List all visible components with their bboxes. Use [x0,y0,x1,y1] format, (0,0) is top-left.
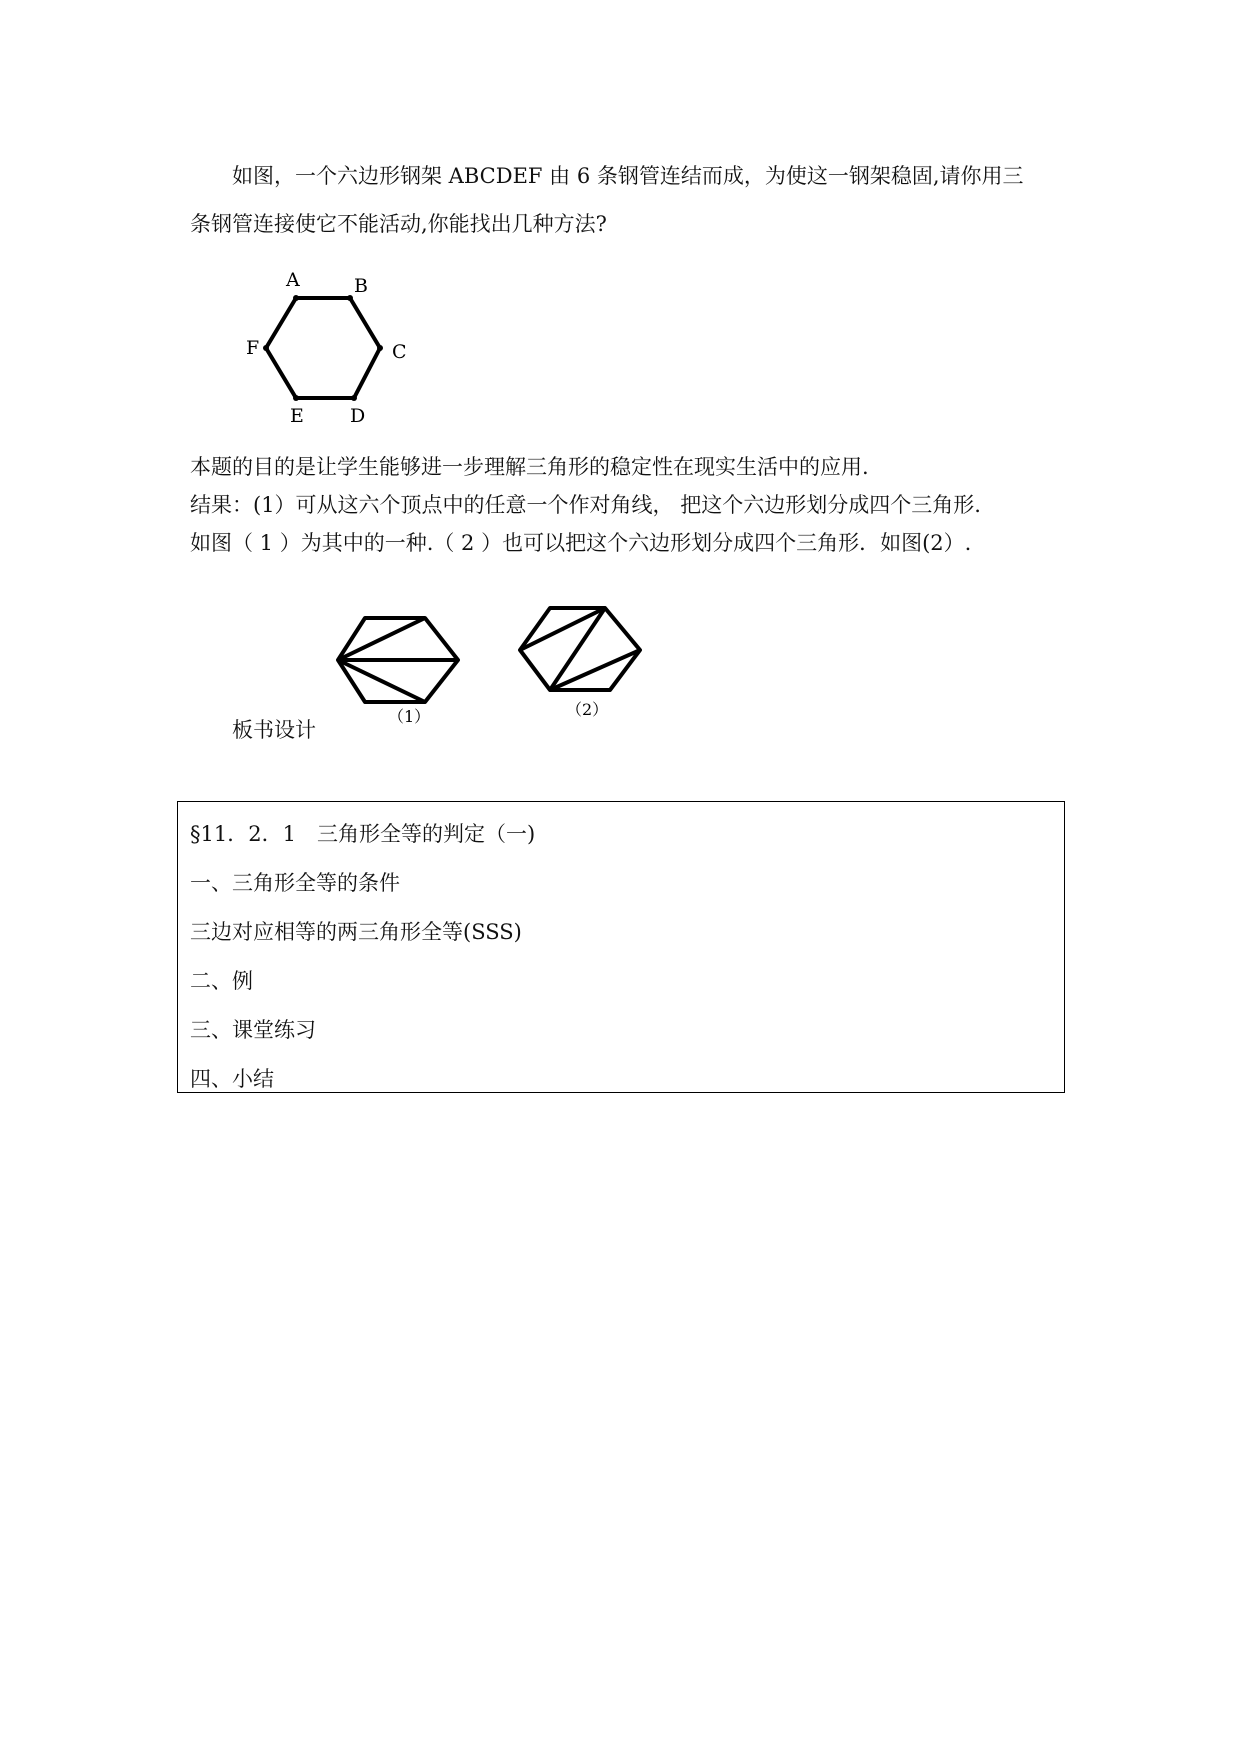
vertex-label-c: C [392,341,407,363]
figure-1-caption: （1） [388,707,431,725]
problem-line: 如图，一个六边形钢架 ABCDEF 由 6 条钢管连结而成，为使这一钢架稳固,请你用三 [232,164,1024,188]
board-design-box [177,801,1065,1093]
triangulation-figure-1 [338,618,458,702]
explanation-line: 如图（ 1 ）为其中的一种.（ 2 ）也可以把这个六边形划分成四个三角形．如图(2）. [190,531,972,555]
board-section-4: 四、小结 [190,1067,274,1091]
board-section-3: 三、课堂练习 [190,1018,316,1042]
figure-2-caption: （2） [566,700,609,719]
board-title: §11．2．1 三角形全等的判定（一) [190,822,536,846]
problem-line: 条钢管连接使它不能活动,你能找出几种方法? [190,212,607,236]
vertex-label-f: F [246,337,260,359]
hexagon-abcdef-figure [240,262,410,432]
explanation-line: 本题的目的是让学生能够进一步理解三角形的稳定性在现实生活中的应用. [190,455,869,479]
vertex-label-d: D [350,405,366,427]
hexagon-shape [266,298,380,398]
problem-paragraph [190,152,1070,248]
hexagon-triangulation-figures [330,605,650,725]
hexagon-vertices [263,295,383,401]
vertex-label-e: E [290,405,304,427]
board-sss-rule: 三边对应相等的两三角形全等(SSS) [190,920,522,944]
explanation-line: 结果：(1）可从这六个顶点中的任意一个作对角线， 把这个六边形划分成四个三角形. [190,493,981,517]
explanation-paragraph [190,448,1070,562]
triangulation-figure-2 [520,608,640,690]
board-section-1: 一、三角形全等的条件 [190,871,400,895]
board-design-heading: 板书设计 [232,718,316,742]
board-section-2: 二、例 [190,969,253,993]
vertex-label-b: B [354,275,368,297]
vertex-label-a: A [286,269,300,291]
